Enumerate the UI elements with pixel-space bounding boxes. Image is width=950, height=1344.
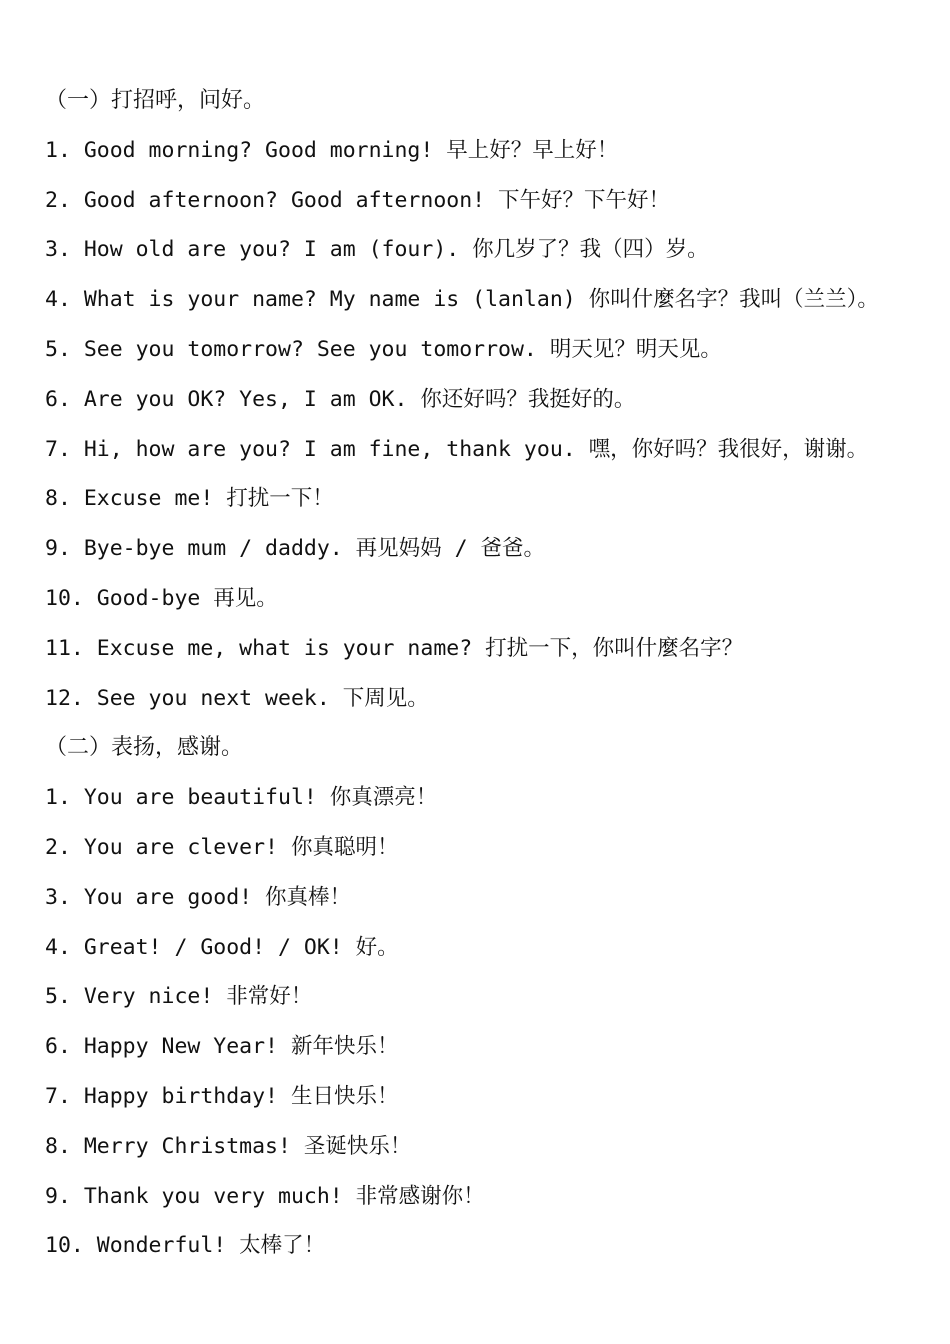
list-item: 9. Bye-bye mum / daddy. 再见妈妈 / 爸爸。 — [45, 536, 545, 562]
list-item: 1. Good morning? Good morning! 早上好？早上好！ — [45, 137, 619, 163]
list-item: 11. Excuse me, what is your name? 打扰一下，你叫什麼名字？ — [45, 635, 744, 661]
list-item: 6. Are you OK? Yes, I am OK. 你还好吗？我挺好的。 — [45, 386, 636, 412]
list-item: 1. You are beautiful! 你真漂亮！ — [45, 785, 438, 811]
list-item: 2. You are clever! 你真聪明！ — [45, 834, 399, 860]
list-item: 2. Good afternoon? Good afternoon! 下午好？下午好！ — [45, 187, 671, 213]
section-heading-praise: （二）表扬，感谢。 — [45, 735, 244, 761]
list-item: 4. What is your name? My name is (lanlan) 你叫什麼名字？我叫（兰兰）。 — [45, 287, 879, 313]
list-item: 8. Excuse me! 打扰一下！ — [45, 486, 334, 512]
list-item: 8. Merry Christmas! 圣诞快乐！ — [45, 1133, 412, 1159]
list-item: 7. Happy birthday! 生日快乐！ — [45, 1083, 399, 1109]
list-item: 9. Thank you very much! 非常感谢你！ — [45, 1183, 485, 1209]
list-item: 3. You are good! 你真棒！ — [45, 884, 352, 910]
list-item: 3. How old are you? I am (four). 你几岁了？我（四）岁。 — [45, 237, 709, 263]
list-item: 5. Very nice! 非常好！ — [45, 984, 313, 1010]
section-heading-greetings: （一）打招呼，问好。 — [45, 88, 266, 113]
list-item: 12. See you next week. 下周见。 — [45, 685, 429, 711]
phrase-list — [45, 76, 940, 1271]
list-item: 10. Wonderful! 太棒了！ — [45, 1233, 326, 1259]
list-item: 5. See you tomorrow? See you tomorrow. 明天见？明天见。 — [45, 336, 722, 362]
list-item: 6. Happy New Year! 新年快乐！ — [45, 1034, 399, 1060]
list-item: 7. Hi, how are you? I am fine, thank you. 嘿，你好吗？我很好，谢谢。 — [45, 436, 869, 462]
list-item: 4. Great! / Good! / OK! 好。 — [45, 934, 399, 960]
list-item: 10. Good-bye 再见。 — [45, 585, 278, 611]
